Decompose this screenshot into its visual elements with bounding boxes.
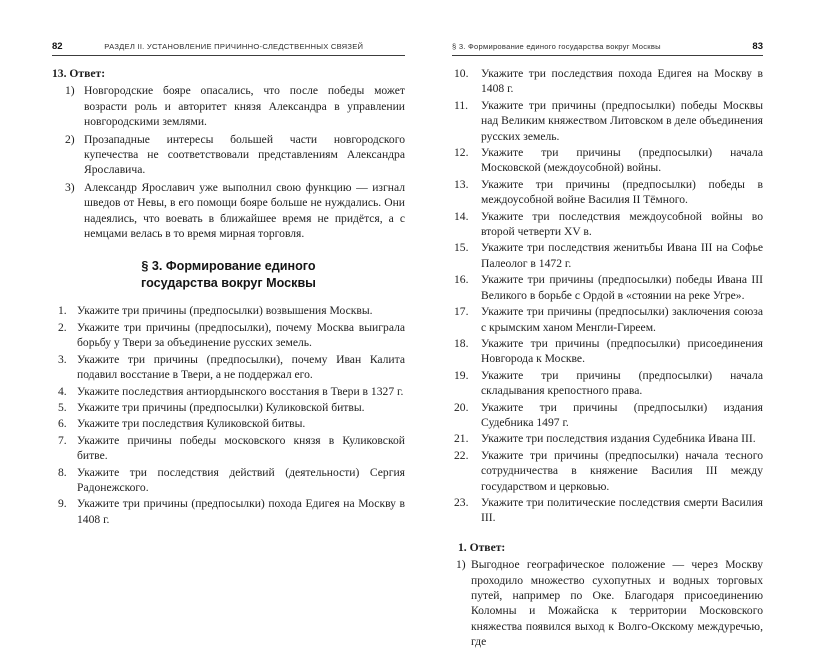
answer-item-number: 3) xyxy=(65,180,75,194)
question-number: 12. xyxy=(454,146,469,160)
answer-item-number: 1) xyxy=(65,84,75,98)
question-text: Укажите три последствия женитьбы Ивана III на Софье Палеолог в 1472 г. xyxy=(481,241,763,270)
question-item xyxy=(58,465,405,496)
question-item xyxy=(454,272,763,303)
section-heading-line1: § 3. Формирование единого xyxy=(141,259,316,274)
answer-item xyxy=(65,132,405,178)
question-item xyxy=(58,400,405,415)
running-head-title: § 3. Формирование единого государства вокруг Москвы xyxy=(452,42,661,51)
question-number: 4. xyxy=(58,384,67,398)
answer-list xyxy=(52,83,405,241)
question-text: Укажите три причины (предпосылки) победы в междоусобной войне Василия II Тёмного. xyxy=(481,177,763,207)
question-item xyxy=(58,384,405,399)
question-number: 17. xyxy=(454,305,469,319)
question-text: Укажите три причины (предпосылки) Куликовской битвы. xyxy=(77,400,365,414)
page-83 xyxy=(452,41,763,650)
question-text: Укажите три политические последствия смерти Василия III. xyxy=(481,495,763,525)
question-text: Укажите три причины (предпосылки) присоединения Новгорода к Москве. xyxy=(481,336,763,366)
page-body xyxy=(452,66,763,650)
question-number: 21. xyxy=(454,432,469,446)
answer-item-number: 1) xyxy=(456,558,466,572)
running-head-title: РАЗДЕЛ II. УСТАНОВЛЕНИЕ ПРИЧИННО-СЛЕДСТВЕННЫХ СВЯЗЕЙ xyxy=(104,42,364,51)
question-number: 3. xyxy=(58,352,67,366)
question-number: 10. xyxy=(454,67,469,80)
question-number: 9. xyxy=(58,497,67,511)
answer-item-text: Прозападные интересы большей части новгородского купечества не соответствовали представлениям Александра Ярославича. xyxy=(84,132,405,177)
page-body xyxy=(52,66,405,527)
answer-item-text: Новгородские бояре опасались, что после победы может возрасти роль и авторитет князя Александра в управлении новгородскими землями. xyxy=(84,84,405,129)
question-number: 19. xyxy=(454,368,469,382)
answer-heading: 13. Ответ: xyxy=(52,67,106,80)
question-list xyxy=(452,66,763,526)
question-item xyxy=(454,145,763,176)
question-number: 15. xyxy=(454,241,469,255)
question-item xyxy=(454,177,763,208)
question-item xyxy=(58,416,405,431)
question-item xyxy=(58,303,405,318)
running-head-left xyxy=(52,41,405,56)
question-text: Укажите три последствия Куликовской битвы. xyxy=(77,417,306,431)
question-number: 23. xyxy=(454,495,469,509)
question-number: 1. xyxy=(58,304,67,318)
page-82 xyxy=(52,41,405,527)
question-text: Укажите три причины (предпосылки) начала Московской (междоусобной) войны. xyxy=(481,146,763,175)
question-text: Укажите три причины (предпосылки) возвышения Москвы. xyxy=(77,304,373,318)
answer-item-number: 2) xyxy=(65,132,75,146)
question-item xyxy=(454,431,763,446)
question-text: Укажите три последствия междоусобной войны во второй четверти XV в. xyxy=(481,209,763,239)
section-heading xyxy=(52,258,405,292)
page-number: 83 xyxy=(752,41,763,52)
question-item xyxy=(454,240,763,271)
question-item xyxy=(454,448,763,494)
question-number: 14. xyxy=(454,209,469,223)
question-item xyxy=(58,433,405,464)
question-text: Укажите три причины (предпосылки) начала складывания крепостного права. xyxy=(481,368,763,398)
question-text: Укажите три последствия издания Судебника Ивана III. xyxy=(481,432,756,446)
question-text: Укажите три последствия похода Едигея на Москву в 1408 г. xyxy=(481,67,763,96)
question-item xyxy=(454,368,763,399)
question-number: 11. xyxy=(454,98,469,112)
question-list xyxy=(52,303,405,527)
question-text: Укажите три причины (предпосылки) похода Едигея на Москву в 1408 г. xyxy=(77,497,405,526)
question-number: 5. xyxy=(58,400,67,414)
question-item xyxy=(454,495,763,526)
question-number: 7. xyxy=(58,433,67,447)
question-item xyxy=(454,98,763,144)
question-text: Укажите три причины (предпосылки) победы Ивана III Великого в борьбе с Ордой в «стоянии на реке Угре». xyxy=(481,273,763,302)
question-text: Укажите три причины (предпосылки) заключения союза с крымским ханом Менгли-Гиреем. xyxy=(481,305,763,334)
section-heading-line2: государства вокруг Москвы xyxy=(141,276,316,291)
question-text: Укажите три причины (предпосылки), почему Москва выиграла борьбу у Твери за объединение русских земель. xyxy=(77,320,405,350)
question-number: 22. xyxy=(454,448,469,462)
question-item xyxy=(454,66,763,97)
question-item xyxy=(454,304,763,335)
question-text: Укажите последствия антиордынского восстания в Твери в 1327 г. xyxy=(77,384,404,398)
question-text: Укажите причины победы московского князя в Куликовской битве. xyxy=(77,433,405,463)
question-text: Укажите три причины (предпосылки) начала тесного сотрудничества в княжение Василия III между государством и церковью. xyxy=(481,448,763,493)
question-number: 8. xyxy=(58,465,67,479)
question-number: 6. xyxy=(58,417,67,431)
running-head-right xyxy=(452,41,763,56)
question-number: 2. xyxy=(58,320,67,334)
question-number: 13. xyxy=(454,177,469,191)
page-number: 82 xyxy=(52,41,63,52)
question-item xyxy=(454,400,763,431)
question-text: Укажите три последствия действий (деятельности) Сергия Радонежского. xyxy=(77,465,405,494)
question-number: 20. xyxy=(454,400,469,414)
question-item xyxy=(454,336,763,367)
answer-heading: 1. Ответ: xyxy=(458,540,506,554)
question-number: 16. xyxy=(454,273,469,287)
answer-item xyxy=(65,180,405,242)
question-number: 18. xyxy=(454,336,469,350)
answer-item xyxy=(65,83,405,129)
question-item xyxy=(58,352,405,383)
question-item xyxy=(58,320,405,351)
question-item xyxy=(58,496,405,527)
question-text: Укажите три причины (предпосылки), почему Иван Калита подавил восстание в Твери, а не поддержал его. xyxy=(77,352,405,382)
question-text: Укажите три причины (предпосылки) победы Москвы над Великим княжеством Литовском в деле объединения русских земель. xyxy=(481,98,763,143)
question-text: Укажите три причины (предпосылки) издания Судебника 1497 г. xyxy=(481,400,763,429)
answer-item-text: Александр Ярославич уже выполнил свою функцию — изгнал шведов от Невы, в его помощи бояре больше не нуждались. Они надеялись, что воевать в ближайшее время не придётся, а с немцами велась в то время мирная торговля. xyxy=(84,180,405,241)
question-item xyxy=(454,209,763,240)
answer-item-text: Выгодное географическое положение — через Москву проходило множество сухопутных и водных торговых путей, например по Оке. Благодаря присоединению Коломны и Можайска к территории Московского княжества появился выход к Волго-Окскому междуречью, где xyxy=(471,558,763,649)
